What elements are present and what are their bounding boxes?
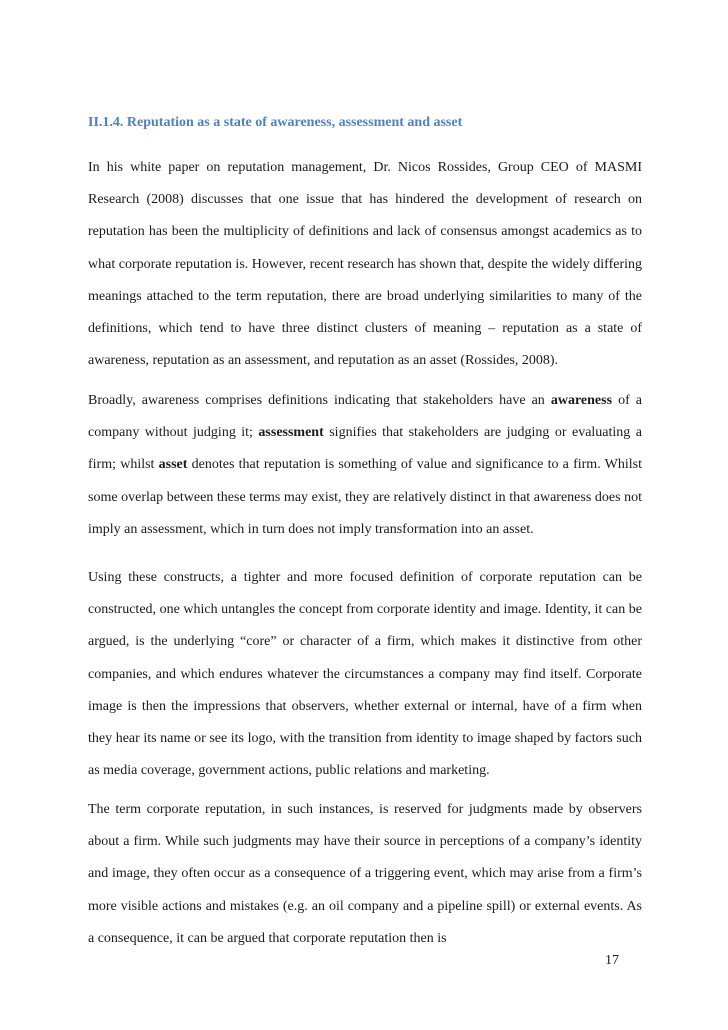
- bold-term-awareness: awareness: [550, 393, 613, 408]
- text-span: of a company without judging it;: [88, 393, 642, 441]
- bold-term-assessment: assessment: [258, 425, 324, 441]
- text-span: signifies that stakeholders are judging or evaluating a firm; whilst: [88, 425, 642, 473]
- page-number: 17: [605, 953, 619, 968]
- paragraph-identity-and-image: Using these constructs, a tighter and more focused definition of corporate reputation can be constructed, one which untangles the concept from corporate identity and image. Identity, it can be argued, is the underlying “core” or character of a firm, which makes it distinctive from other companies, and which endures whatever the circumstances a company may find itself. Corporate image is then the impressions that observers, whether external or internal, have of a firm when they hear its name or see its logo, with the transition from identity to image shaped by factors such as media coverage, government actions, public relations and marketing.: [88, 570, 642, 779]
- paragraph-corporate-reputation-judgments: The term corporate reputation, in such instances, is reserved for judgments made by observers about a firm. While such judgments may have their source in perceptions of a company’s identity and image, they often occur as a consequence of a triggering event, which may arise from a firm’s more visible actions and mistakes (e.g. an oil company and a pipeline spill) or external events. As a consequence, it can be argued that corporate reputation then is: [88, 802, 642, 946]
- text-span: denotes that reputation is something of value and significance to a firm. Whilst some overlap between these terms may exist, they are relatively distinct in that awareness does not imply an assessment, which in turn does not imply transformation into an asset.: [88, 457, 642, 537]
- paragraph-awareness-assessment-asset: [88, 385, 642, 546]
- text-span: Broadly, awareness comprises definitions indicating that stakeholders have an: [88, 393, 551, 408]
- paragraph-rossides-white-paper: In his white paper on reputation management, Dr. Nicos Rossides, Group CEO of MASMI Research (2008) discusses that one issue that has hindered the development of research on reputation has been the multiplicity of definitions and lack of consensus amongst academics as to what corporate reputation is. However, recent research has shown that, despite the widely differing meanings attached to the term reputation, there are broad underlying similarities to many of the definitions, which tend to have three distinct clusters of meaning – reputation as a state of awareness, reputation as an assessment, and reputation as an asset (Rossides, 2008).: [88, 160, 642, 369]
- section-heading: II.1.4. Reputation as a state of awareness, assessment and asset: [88, 115, 463, 130]
- bold-term-asset: asset: [158, 457, 188, 473]
